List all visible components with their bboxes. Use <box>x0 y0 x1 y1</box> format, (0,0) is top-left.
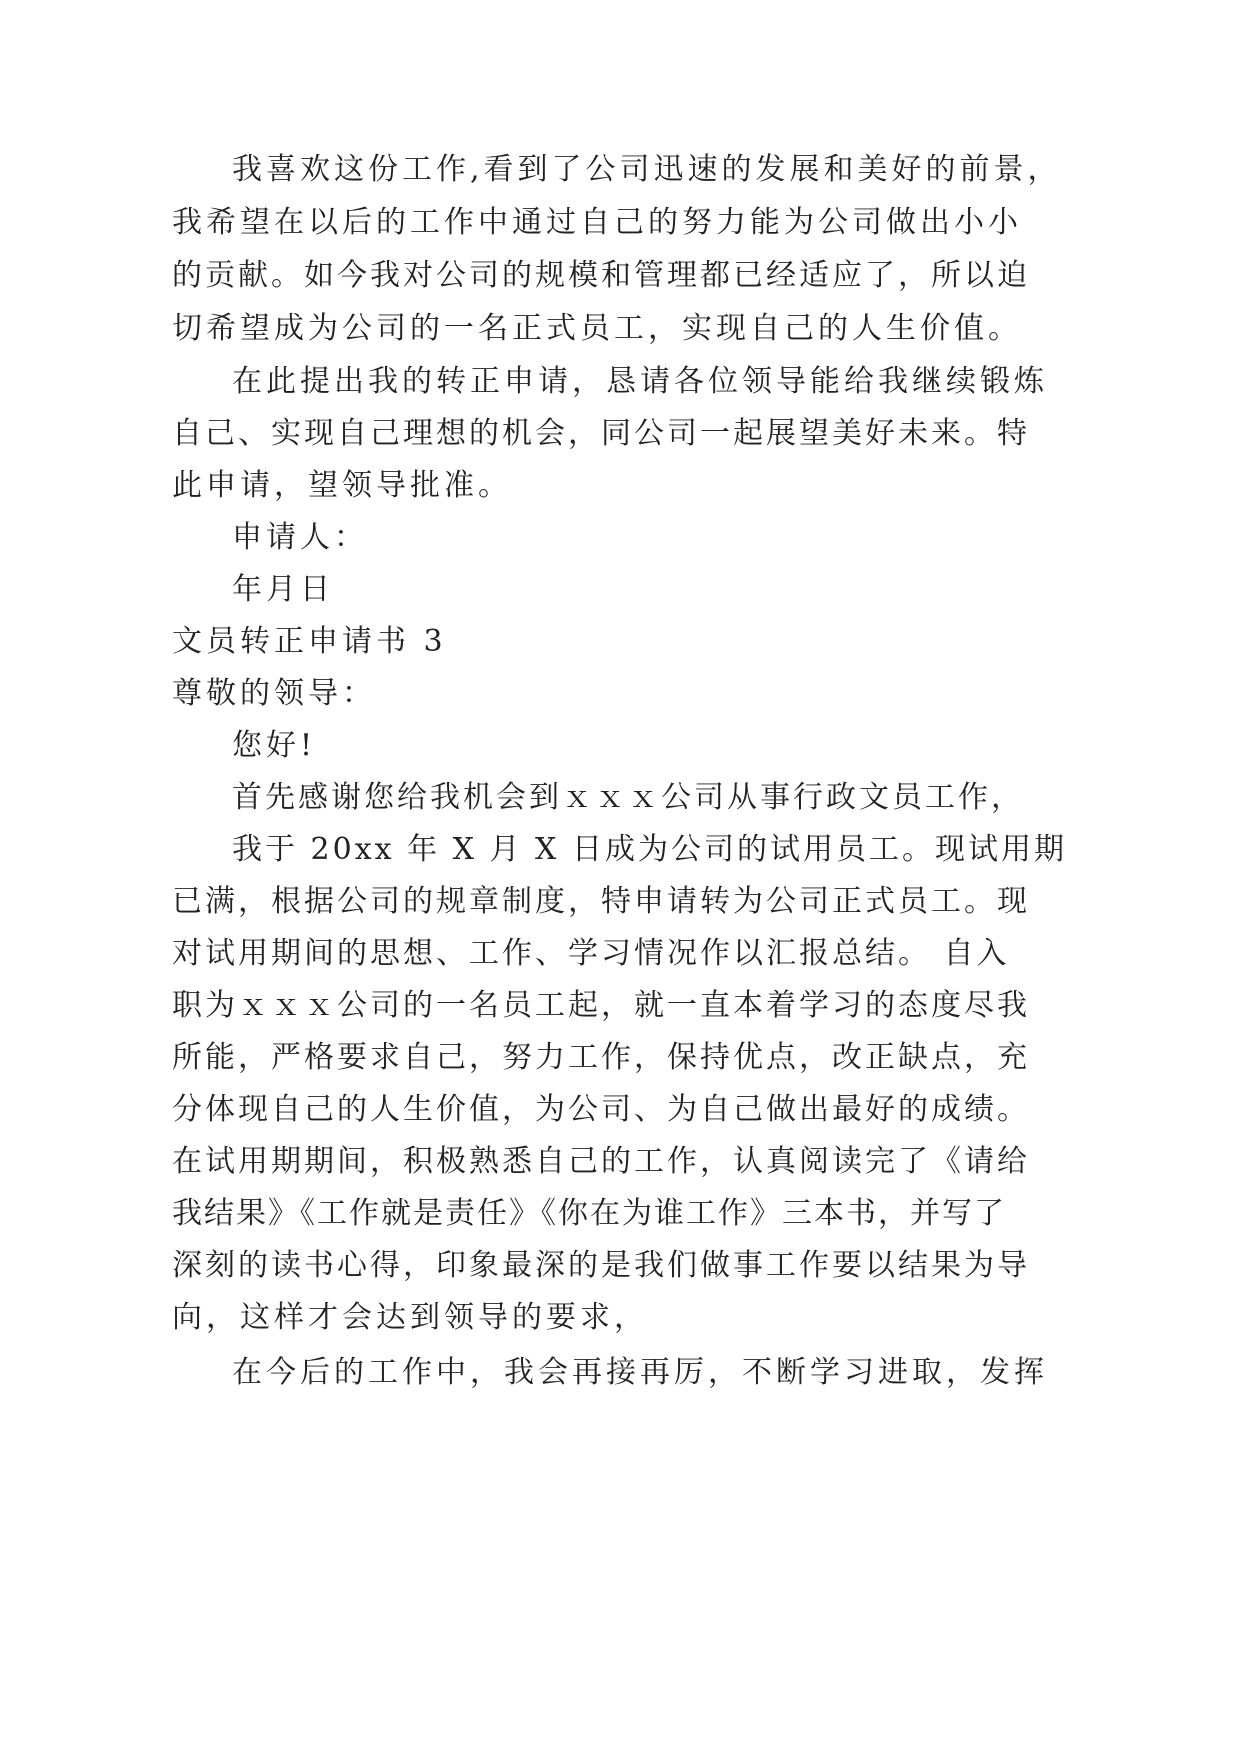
text-line: 申请人： <box>232 520 368 555</box>
text-line: 首先感谢您给我机会到ｘｘｘ公司从事行政文员工作， <box>232 780 1024 815</box>
text-line: 尊敬的领导： <box>172 676 376 711</box>
text-line: 已满，根据公司的规章制度，特申请转为公司正式员工。现 <box>172 884 1030 919</box>
text-line: 此申请，望领导批准。 <box>172 468 512 503</box>
text-line: 职为ｘｘｘ公司的一名员工起，就一直本着学习的态度尽我 <box>172 988 1030 1023</box>
text-line: 我希望在以后的工作中通过自己的努力能为公司做出小小 <box>172 205 1022 240</box>
text-line: 深刻的读书心得，印象最深的是我们做事工作要以结果为导 <box>172 1248 1030 1283</box>
text-line: 我喜欢这份工作,看到了公司迅速的发展和美好的前景， <box>232 152 1062 187</box>
text-line: 我于 20xx 年 X 月 X 日成为公司的试用员工。现试用期 <box>232 832 1067 867</box>
text-line: 所能，严格要求自己，努力工作，保持优点，改正缺点，充 <box>172 1040 1030 1075</box>
text-line: 文员转正申请书 3 <box>172 624 447 659</box>
text-line: 在此提出我的转正申请，恳请各位领导能给我继续锻炼 <box>232 364 1048 399</box>
text-line: 分体现自己的人生价值，为公司、为自己做出最好的成绩。 <box>172 1092 1030 1127</box>
text-line: 向，这样才会达到领导的要求， <box>172 1300 648 1335</box>
text-line: 年月日 <box>232 572 334 607</box>
text-line: 我结果》《工作就是责任》《你在为谁工作》三本书，并写了 <box>172 1196 1006 1231</box>
text-line: 在今后的工作中，我会再接再厉，不断学习进取，发挥 <box>232 1355 1048 1390</box>
text-line: 的贡献。如今我对公司的规模和管理都已经适应了，所以迫 <box>172 258 1030 293</box>
text-line: 对试用期间的思想、工作、学习情况作以汇报总结。 自入 <box>172 936 1010 971</box>
text-line: 自己、实现自己理想的机会，同公司一起展望美好未来。特 <box>172 416 1030 451</box>
text-line: 在试用期期间，积极熟悉自己的工作，认真阅读完了《请给 <box>172 1144 1030 1179</box>
text-line: 您好! <box>232 728 317 763</box>
text-line: 切希望成为公司的一名正式员工，实现自己的人生价值。 <box>172 311 1022 346</box>
